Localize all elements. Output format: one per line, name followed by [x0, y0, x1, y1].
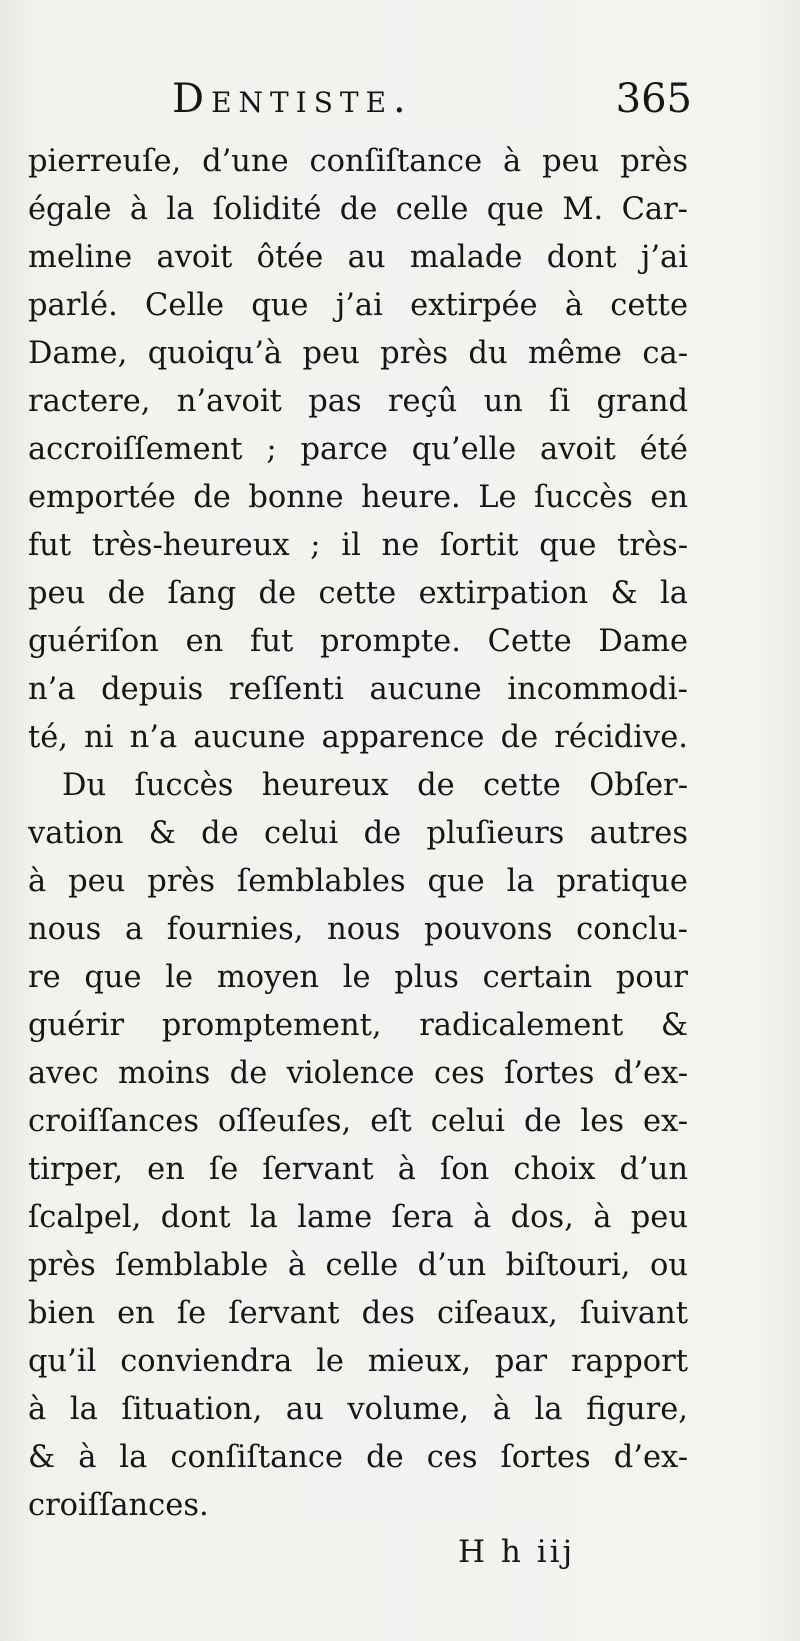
paragraph-2: [28, 762, 688, 1530]
text-line: parlé. Celle que j’ai extirpée à cette: [28, 288, 688, 323]
text-line: té, ni n’a aucune apparence de récidive.: [28, 720, 688, 755]
text-line: emportée de bonne heure. Le ſuccès en: [28, 480, 688, 515]
page-header: [172, 76, 692, 136]
text-line: & à la conſiſtance de ces ſortes d’ex-: [28, 1440, 688, 1475]
text-line: n’a depuis reſſenti aucune incommodi-: [28, 672, 688, 707]
signature-mark: H h iij: [458, 1534, 576, 1570]
text-line: près ſemblable à celle d’un biſtouri, ou: [28, 1248, 688, 1283]
text-line: fut très-heureux ; il ne ſortit que très-: [28, 528, 688, 563]
page-number: 365: [615, 76, 692, 122]
text-line: croiſſances.: [28, 1488, 209, 1523]
text-line: à peu près ſemblables que la pratique: [28, 864, 688, 899]
text-line: ractere, n’avoit pas reçû un ſi grand: [28, 384, 688, 419]
text-line: qu’il conviendra le mieux, par rapport: [28, 1344, 688, 1379]
text-line: tirper, en ſe ſervant à ſon choix d’un: [28, 1152, 688, 1187]
text-line: meline avoit ôtée au malade dont j’ai: [28, 240, 688, 275]
text-line: guérir promptement, radicalement &: [28, 1008, 688, 1043]
text-line: Du ſuccès heureux de cette Obſer-: [62, 768, 688, 803]
text-line: ſcalpel, dont la lame ſera à dos, à peu: [28, 1200, 688, 1235]
text-line: re que le moyen le plus certain pour: [28, 960, 688, 995]
text-line: Dame, quoiqu’à peu près du même ca-: [28, 336, 688, 371]
text-line: peu de ſang de cette extirpation & la: [28, 576, 688, 611]
text-line: nous a fournies, nous pouvons conclu-: [28, 912, 688, 947]
running-title: Dentiste.: [172, 76, 413, 122]
text-line: pierreuſe, d’une conſiſtance à peu près: [28, 144, 688, 179]
text-line: avec moins de violence ces ſortes d’ex-: [28, 1056, 688, 1091]
text-line: vation & de celui de pluſieurs autres: [28, 816, 688, 851]
text-line: à la ſituation, au volume, à la figure,: [28, 1392, 688, 1427]
text-line: égale à la ſolidité de celle que M. Car-: [28, 192, 688, 227]
text-line: croiſſances oſſeuſes, eſt celui de les ex-: [28, 1104, 688, 1139]
paragraph-1: [28, 138, 688, 762]
text-line: guériſon en fut prompte. Cette Dame: [28, 624, 688, 659]
text-line: bien en ſe ſervant des ciſeaux, ſuivant: [28, 1296, 688, 1331]
text-line: accroiſſement ; parce qu’elle avoit été: [28, 432, 688, 467]
body-text: [28, 138, 688, 1530]
